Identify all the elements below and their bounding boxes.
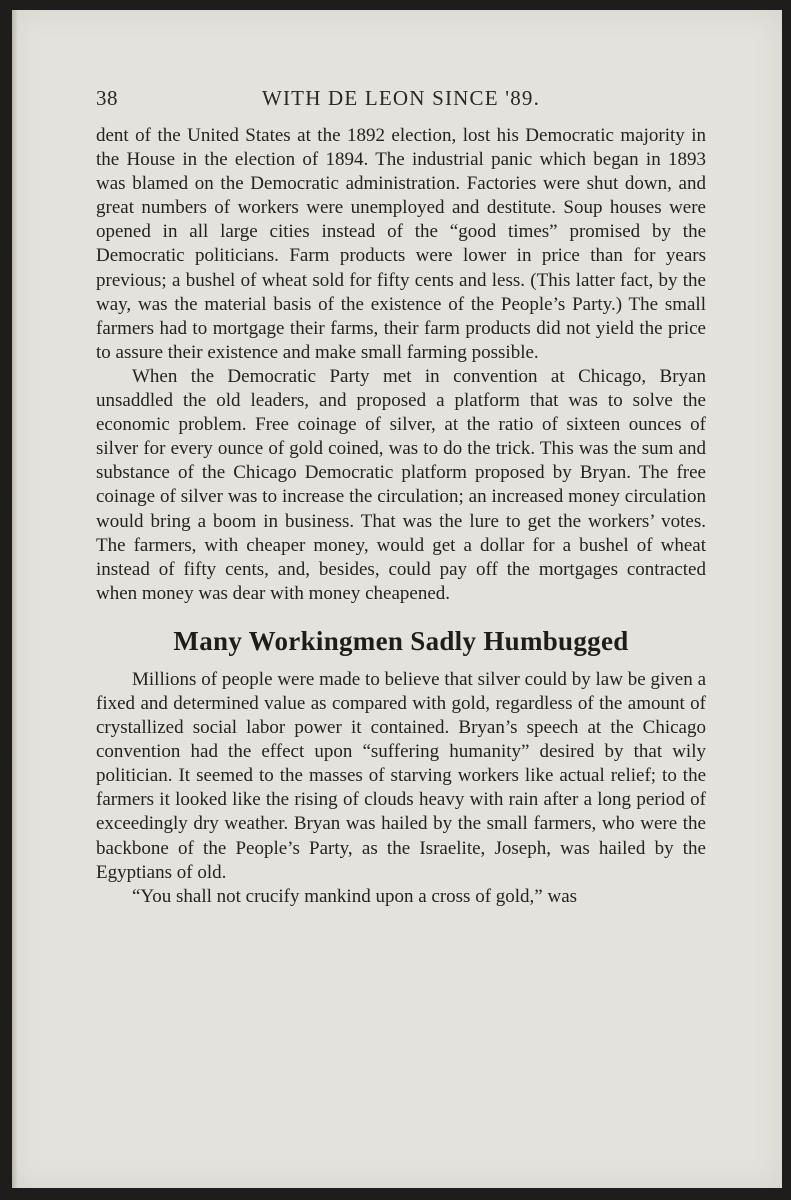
page-header: [96, 86, 706, 116]
paragraph: When the Democratic Party met in convention at Chicago, Bryan unsaddled the old leaders, and proposed a platform that was to solve the economic problem. Free coinage of silver, at the ratio of sixteen ounces of silver for every ounce of gold coined, was to do the trick. This was the sum and substance of the Chicago Democratic platform proposed by Bryan. The free coinage of silver was to increase the circulation; an increased money circulation would bring a boom in business. That was the lure to get the workers’ votes. The farmers, with cheaper money, would get a dollar for a bushel of wheat instead of fifty cents, and, besides, could pay off the mortgages contracted when money was dear with money cheapened.: [96, 365, 706, 604]
paragraph: Millions of people were made to believe that silver could by law be given a fixed and determined value as compared with gold, regardless of the amount of crystallized social labor power it contained. Bryan’s speech at the Chicago convention had the effect upon “suffering humanity” desired by that wily politician. It seemed to the masses of starving workers like actual relief; to the farmers it looked like the rising of clouds heavy with rain after a long period of exceedingly dry weather. Bryan was hailed by the small farmers, who were the backbone of the People’s Party, as the Israelite, Joseph, was hailed by the Egyptians of old.: [96, 668, 706, 883]
section-heading: Many Workingmen Sadly Humbugged: [173, 625, 629, 656]
page-number: 38: [96, 86, 118, 110]
paragraph: “You shall not crucify mankind upon a cross of gold,” was: [132, 885, 578, 907]
paragraph: dent of the United States at the 1892 election, lost his Democratic majority in the House in the election of 1894. The industrial panic which began in 1893 was blamed on the Democratic administration. Factories were shut down, and great numbers of workers were unemployed and destitute. Soup houses were opened in all large cities instead of the “good times” promised by the Democratic politicians. Farm products were lower in price than for years previous; a bushel of wheat sold for fifty cents and less. (This latter fact, by the way, was the material basis of the existence of the People’s Party.) The small farmers had to mortgage their farms, their farm products did not yield the price to assure their existence and make small farming possible.: [96, 125, 706, 363]
body-text: [96, 124, 706, 909]
running-title: WITH DE LEON SINCE '89.: [261, 86, 541, 110]
